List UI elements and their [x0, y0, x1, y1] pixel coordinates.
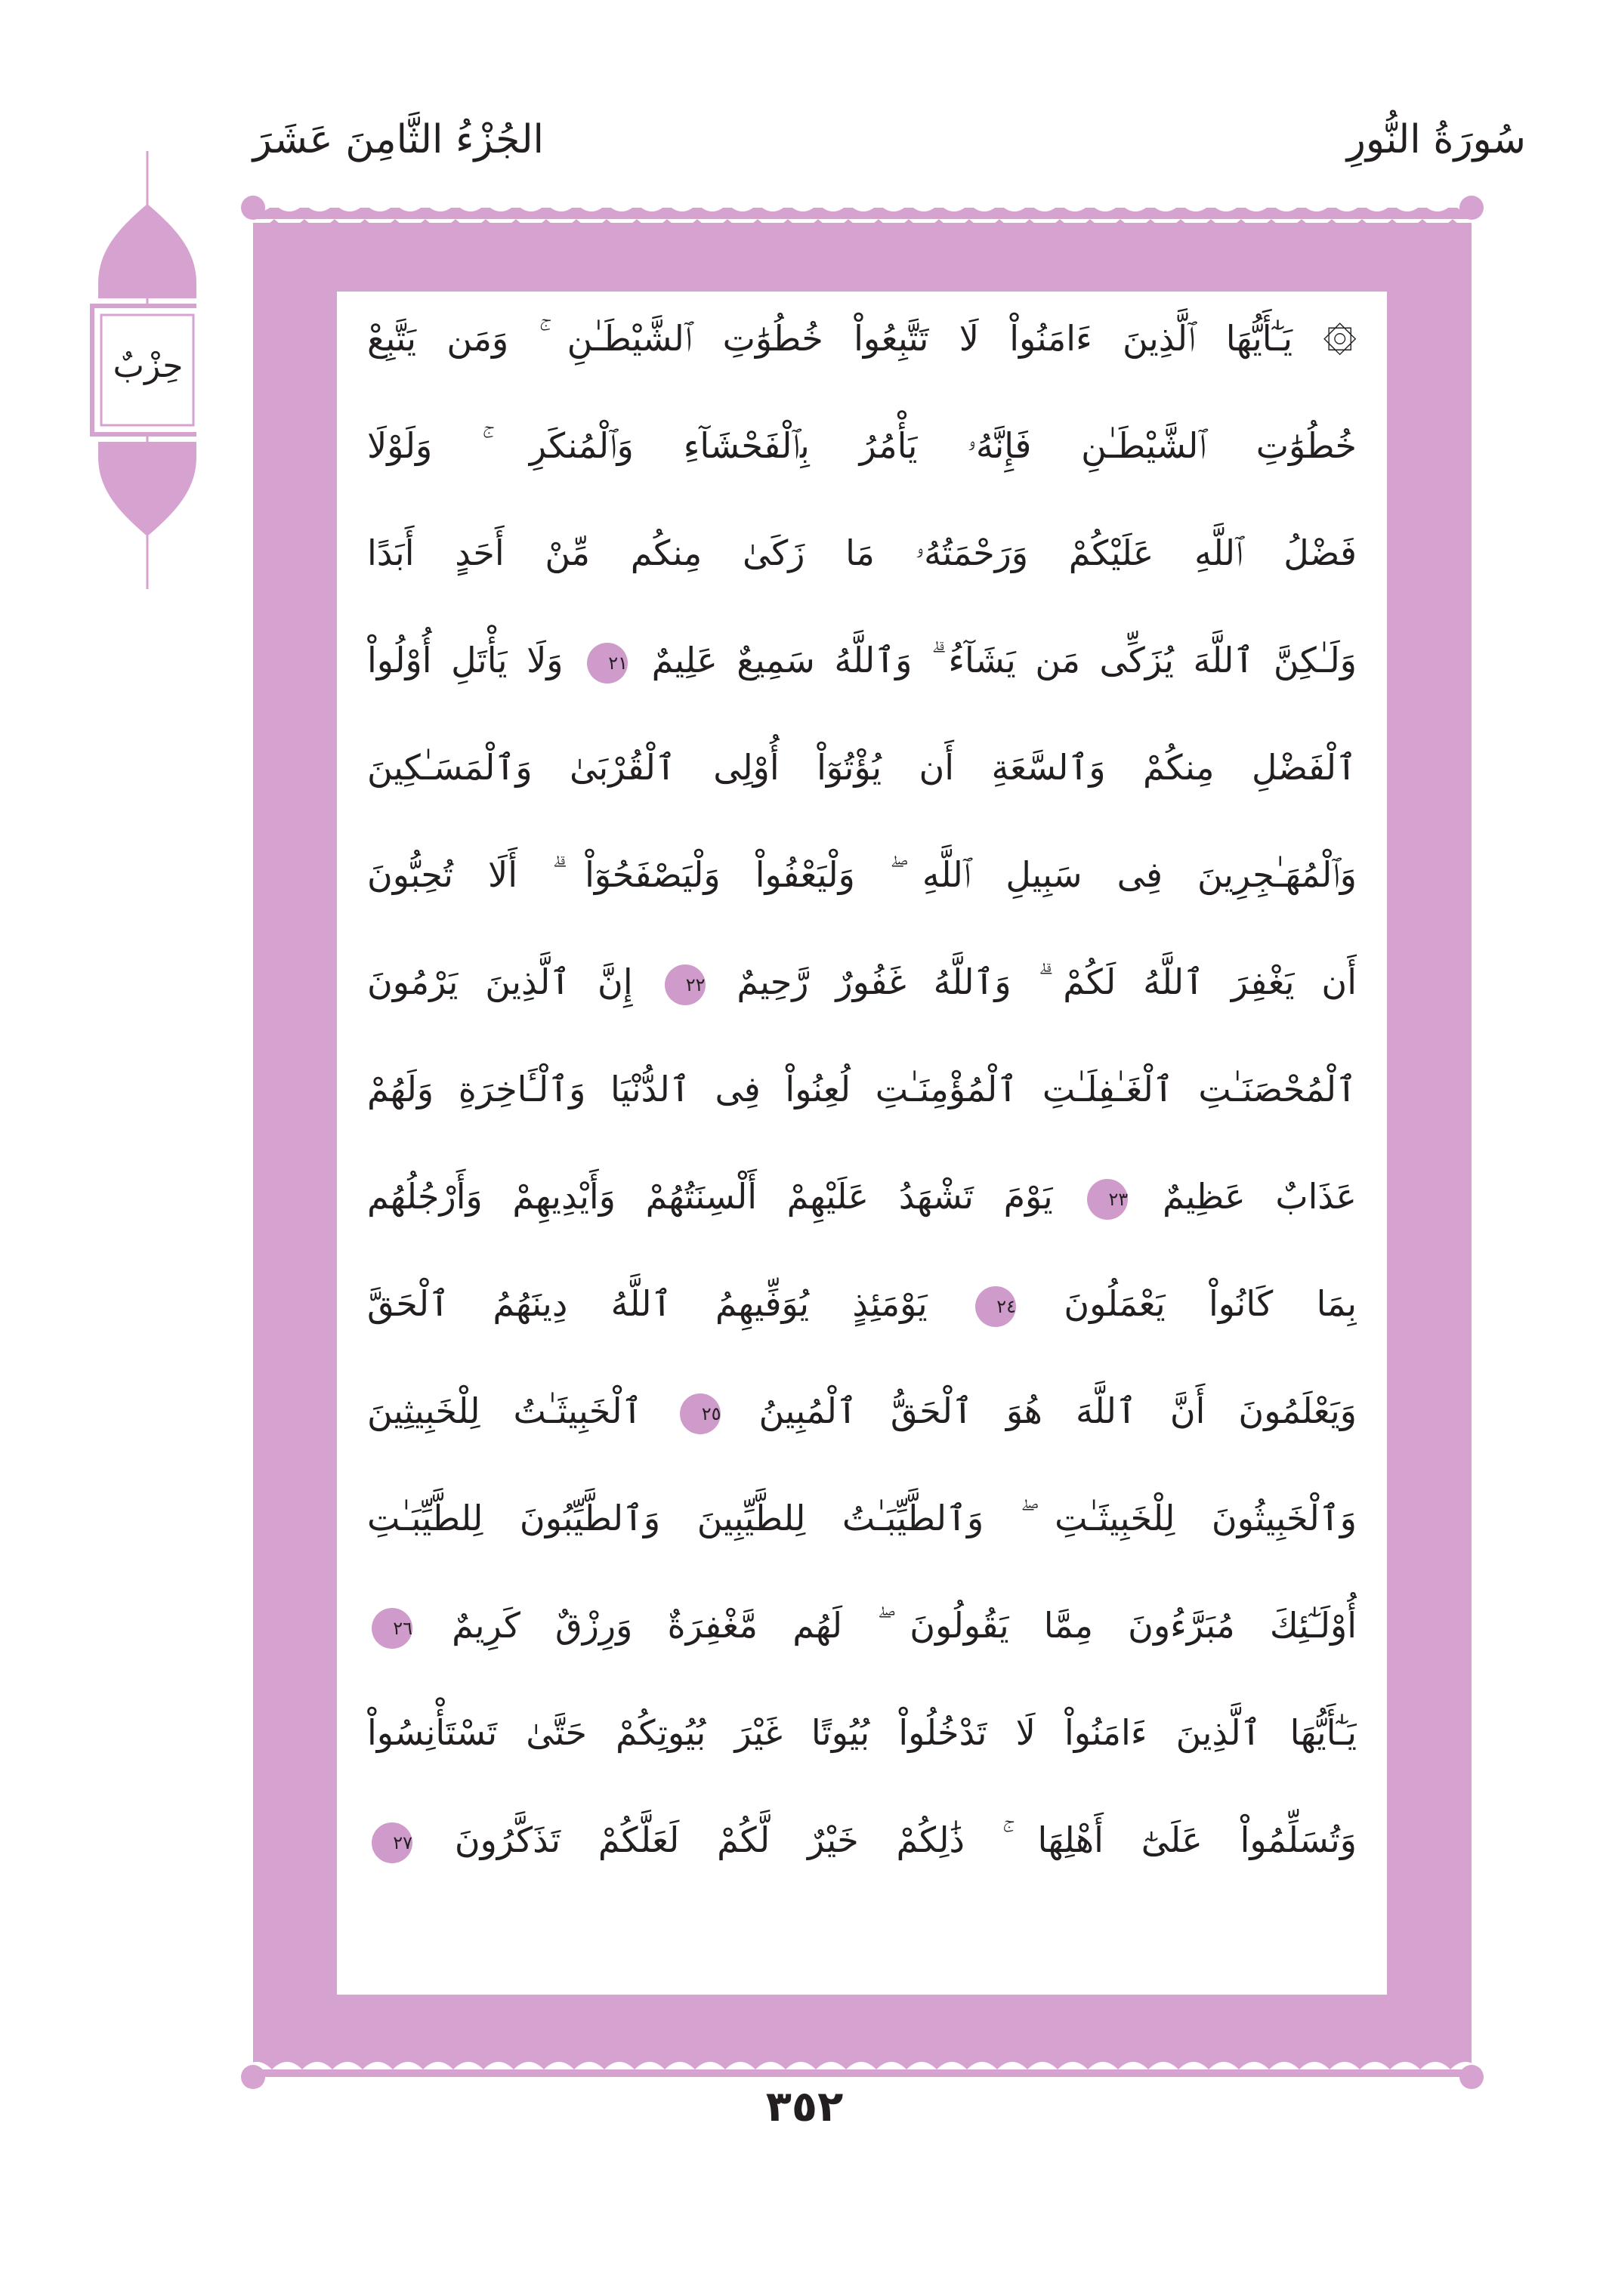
verse-line [367, 1469, 1357, 1567]
verse-text: فَضْلُ ٱللَّهِ عَلَيْكُمْ وَرَحْمَتُهُۥ مَا زَكَىٰ مِنكُم مِّنْ أَحَدٍ أَبَدًا [367, 532, 1357, 573]
verse-text: بِمَا كَانُواْ يَعْمَلُونَ [1064, 1283, 1357, 1324]
verse-text: أَن يَغْفِرَ ٱللَّهُ لَكُمْ ۗ وَٱللَّهُ غَفُورٌ رَّحِيمٌ [737, 961, 1357, 1002]
text-area [337, 292, 1387, 1995]
verse-line [367, 1040, 1357, 1138]
verse-text: عَذَابٌ عَظِيمٌ [1162, 1176, 1357, 1217]
ayah-number-marker: ٢٧ [372, 1822, 412, 1863]
ayah-number-marker: ٢٤ [975, 1286, 1016, 1327]
verse-line [367, 1254, 1357, 1353]
verse-text: ٱلْخَبِيثَـٰتُ لِلْخَبِيثِينَ [367, 1390, 643, 1431]
page-number: ٣٥٢ [765, 2082, 844, 2131]
hizb-label: حِزْبٌ [113, 347, 184, 385]
verse-text: أُوْلَـٰٓئِكَ مُبَرَّءُونَ مِمَّا يَقُولُونَ ۖ لَهُم مَّغْفِرَةٌ وَرِزْقٌ كَرِيمٌ [452, 1605, 1357, 1646]
verse-line [367, 289, 1357, 387]
verse-text: وَلَـٰكِنَّ ٱللَّهَ يُزَكِّى مَن يَشَآءُ ۗ وَٱللَّهُ سَمِيعٌ عَلِيمٌ [651, 640, 1357, 680]
verse-text: وَتُسَلِّمُواْ عَلَىٰٓ أَهْلِهَا ۚ ذَٰلِكُمْ خَيْرٌ لَّكُمْ لَعَلَّكُمْ تَذَكَّرُونَ [454, 1819, 1357, 1860]
juz-name: الجُزْءُ الثَّامِنَ عَشَرَ [252, 117, 544, 162]
verse-text: خُطُوَٰتِ ٱلشَّيْطَـٰنِ فَإِنَّهُۥ يَأْمُرُ بِٱلْفَحْشَآءِ وَٱلْمُنكَرِ ۚ وَلَوْلَا [367, 425, 1357, 466]
verse-text: وَلَا يَأْتَلِ أُوْلُواْ [367, 640, 564, 680]
verse-line [367, 504, 1357, 602]
verse-text: ٱلْفَضْلِ مِنكُمْ وَٱلسَّعَةِ أَن يُؤْتُوٓاْ أُوْلِى ٱلْقُرْبَىٰ وَٱلْمَسَـٰكِينَ [367, 747, 1357, 788]
ayah-number-marker: ٢٦ [372, 1608, 412, 1649]
verse-line [367, 933, 1357, 1031]
ayah-number-marker: ٢٢ [665, 964, 706, 1005]
verse-text: إِنَّ ٱلَّذِينَ يَرْمُونَ [367, 961, 633, 1002]
ayah-number-marker: ٢٥ [680, 1393, 721, 1434]
verse-text: وَيَعْلَمُونَ أَنَّ ٱللَّهَ هُوَ ٱلْحَقُّ ٱلْمُبِينُ [758, 1390, 1357, 1431]
verse-text: يَوْمَئِذٍ يُوَفِّيهِمُ ٱللَّهُ دِينَهُمُ ٱلْحَقَّ [367, 1283, 928, 1324]
verse-text: ۞ يَـٰٓأَيُّهَا ٱلَّذِينَ ءَامَنُواْ لَا تَتَّبِعُواْ خُطُوَٰتِ ٱلشَّيْطَـٰنِ ۚ وَمَن يَتَّبِعْ [367, 318, 1357, 359]
verse-line [367, 1362, 1357, 1460]
verse-line [367, 826, 1357, 924]
surah-name: سُورَةُ النُّورِ [1346, 117, 1526, 162]
verse-text: يَوْمَ تَشْهَدُ عَلَيْهِمْ أَلْسِنَتُهُمْ وَأَيْدِيهِمْ وَأَرْجُلُهُم [367, 1176, 1053, 1217]
verse-line [367, 1683, 1357, 1782]
verse-text: ٱلْمُحْصَنَـٰتِ ٱلْغَـٰفِلَـٰتِ ٱلْمُؤْمِنَـٰتِ لُعِنُواْ فِى ٱلدُّنْيَا وَٱلْـَٔاخِرَةِ وَلَهُمْ [367, 1069, 1357, 1109]
verse-line [367, 611, 1357, 709]
ayah-number-marker: ٢١ [587, 643, 628, 684]
verse-text: وَٱلْمُهَـٰجِرِينَ فِى سَبِيلِ ٱللَّهِ ۖ وَلْيَعْفُواْ وَلْيَصْفَحُوٓاْ ۗ أَلَا تُحِبُّونَ [367, 854, 1357, 895]
verse-text: وَٱلْخَبِيثُونَ لِلْخَبِيثَـٰتِ ۖ وَٱلطَّيِّبَـٰتُ لِلطَّيِّبِينَ وَٱلطَّيِّبُونَ لِلطَّيِّبَـٰتِ [367, 1498, 1357, 1538]
verse-line [367, 1147, 1357, 1245]
verse-text: يَـٰٓأَيُّهَا ٱلَّذِينَ ءَامَنُواْ لَا تَدْخُلُواْ بُيُوتًا غَيْرَ بُيُوتِكُمْ حَتَّىٰ تَسْتَأْنِسُواْ [367, 1712, 1357, 1753]
verse-line [367, 1576, 1357, 1674]
ayah-number-marker: ٢٣ [1087, 1179, 1128, 1220]
verse-line [367, 1791, 1357, 1889]
verse-line [367, 397, 1357, 495]
verse-line [367, 718, 1357, 816]
